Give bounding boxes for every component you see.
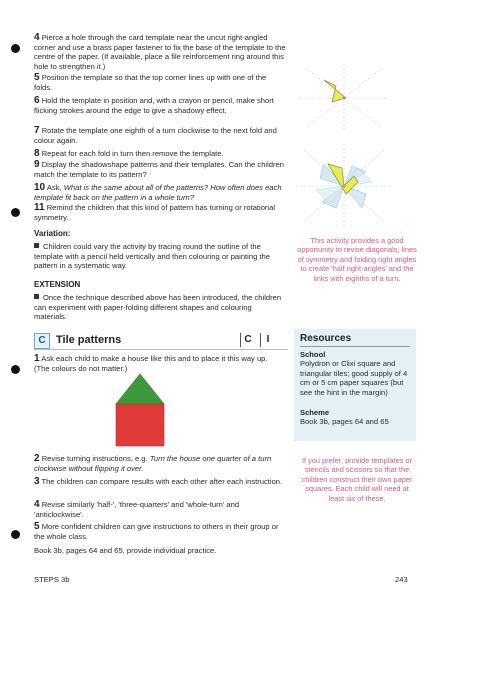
step-10 xyxy=(34,183,286,202)
closing-line: Book 3b, pages 64 and 65, provide individual practice. xyxy=(34,546,217,555)
bullet-square-icon xyxy=(34,243,39,248)
step-number: 11 xyxy=(34,202,45,213)
tile-step-2 xyxy=(34,454,286,473)
step-8 xyxy=(34,149,286,159)
house-roof xyxy=(116,374,164,404)
variation-body: Children could vary the activity by tracing round the outline of the template with a pencil held vertically and then colouring or painting the pattern in a systematic way. xyxy=(34,242,270,271)
margin-hole xyxy=(11,208,20,217)
section-code-i: I xyxy=(260,333,275,347)
section-letter-badge: C xyxy=(34,333,50,349)
section-code-c: C xyxy=(240,333,255,347)
tile-step-3 xyxy=(34,477,286,487)
resources-school-heading: School xyxy=(300,350,326,359)
section-header xyxy=(34,333,288,350)
step-number: 9 xyxy=(34,159,40,170)
step-question: What is the same about all of the patterns? How often does each template fit back on the pattern in a whole turn? xyxy=(34,183,282,202)
step-lead: Ask, xyxy=(46,183,62,192)
house-body xyxy=(116,404,164,446)
step-number: 1 xyxy=(34,353,40,364)
step-5 xyxy=(34,73,286,92)
section-title: Tile patterns xyxy=(56,334,122,346)
step-number: 8 xyxy=(34,148,40,159)
resources-scheme-text: Book 3b, pages 64 and 65 xyxy=(300,417,389,426)
step-text: Revise similarly 'half-', 'three-quarters' and 'whole-turn' and 'anticlockwise'. xyxy=(34,500,240,519)
resources-box xyxy=(294,329,416,441)
step-number: 6 xyxy=(34,95,40,106)
step-lead: Revise turning instructions, e.g. xyxy=(41,454,148,463)
page-number: 243 xyxy=(395,575,408,584)
tile-step-5 xyxy=(34,522,286,541)
variation-heading: Variation: xyxy=(34,229,71,238)
shadowshape-pattern-illustration xyxy=(292,142,396,230)
step-number: 4 xyxy=(34,32,40,43)
step-number: 2 xyxy=(34,453,40,464)
footer-left: STEPS 3b xyxy=(34,575,70,584)
step-text: Rotate the template one eighth of a turn clockwise to the next fold and colour again. xyxy=(34,126,277,145)
folded-template-illustration-1 xyxy=(294,62,394,134)
margin-hole xyxy=(11,530,20,539)
step-text: Display the shadowshape patterns and their templates. Can the children match the template to its pattern? xyxy=(34,160,284,179)
house-tile-illustration xyxy=(110,370,170,450)
step-text: Repeat for each fold in turn then remove the template. xyxy=(41,149,224,158)
step-7 xyxy=(34,126,286,145)
step-9 xyxy=(34,160,286,179)
extension-heading: EXTENSION xyxy=(34,280,81,289)
step-text: More confident children can give instructions to others in their group or the whole class. xyxy=(34,522,279,541)
step-number: 4 xyxy=(34,499,40,510)
step-11 xyxy=(34,203,286,222)
step-text: Hold the template in position and, with a crayon or pencil, make short flicking strokes around the edge to give a shadowy effect. xyxy=(34,96,274,115)
extension-body: Once the technique described above has been introduced, the children can experiment with paper-folding different shapes and colouring materials. xyxy=(34,293,282,322)
step-text: Pierce a hole through the card template near the uncut right-angled corner and use a brass paper fastener to fix the base of the template to the centre of the paper. (If available, place a file reinforcement ring around this hole to strengthen it.) xyxy=(34,33,286,71)
side-note-top: This activity provides a good opportunity to revise diagonals, lines of symmetry and folding right angles to create 'half right-angles' and the links with eighths of a turn. xyxy=(297,236,417,283)
bullet-square-icon xyxy=(34,294,39,299)
variation-text xyxy=(34,242,286,271)
step-number: 3 xyxy=(34,476,40,487)
extension-text xyxy=(34,293,286,322)
step-text: The children can compare results with each other after each instruction. xyxy=(41,477,283,486)
margin-hole xyxy=(11,44,20,53)
step-text: Ask each child to make a house like this and to place it this way up. (The colours do not matter.) xyxy=(34,354,268,373)
side-note-bottom: If you prefer, provide templates or stencils and scissors so that the children construct their own paper squares. Each child will need at least six of these. xyxy=(301,456,413,503)
resources-title: Resources xyxy=(300,333,352,344)
resources-school-text: Polydron or Clixi square and triangular tiles; good supply of 4 cm or 5 cm paper squares (but see the hint in the margin) xyxy=(300,359,408,397)
step-number: 10 xyxy=(34,182,46,193)
step-text: Remind the children that this kind of pattern has turning or rotational symmetry. xyxy=(34,203,276,222)
step-text: Position the template so that the top corner lines up with one of the folds. xyxy=(34,73,267,92)
margin-hole xyxy=(11,365,20,374)
tile-step-4 xyxy=(34,500,286,519)
resources-scheme-heading: Scheme xyxy=(300,408,330,417)
step-number: 5 xyxy=(34,72,40,83)
step-4 xyxy=(34,33,286,71)
step-number: 5 xyxy=(34,521,40,532)
step-number: 7 xyxy=(34,125,40,136)
step-6 xyxy=(34,96,286,115)
step-instruction: Turn the house one quarter of a turn clockwise without flipping it over. xyxy=(34,454,272,473)
resources-divider xyxy=(300,346,410,347)
